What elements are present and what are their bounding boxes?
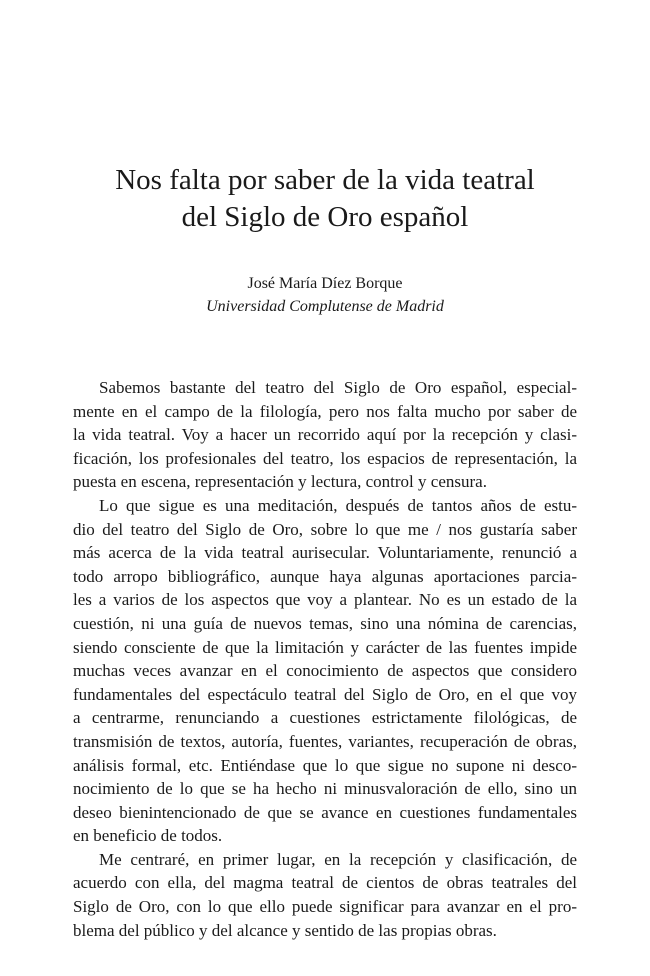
text-line: dio del teatro del Siglo de Oro, sobre lo que me / nos gustaría saber (73, 519, 577, 539)
text-line: Siglo de Oro, con lo que ello puede significar para avanzar en el pro- (73, 897, 577, 917)
paragraph (73, 848, 577, 942)
text-line: blema del público y del alcance y sentido de las propias obras. (73, 920, 497, 940)
title-line: Nos falta por saber de la vida teatral (115, 164, 535, 196)
text-line: mente en el campo de la filología, pero nos falta mucho por saber de (73, 401, 577, 421)
text-line: más acerca de la vida teatral aurisecular. Voluntariamente, renunció a (73, 543, 577, 563)
title-line: del Siglo de Oro español (181, 201, 469, 233)
text-line: transmisión de textos, autoría, fuentes, variantes, recuperación de obras, (73, 731, 577, 751)
author-block (0, 272, 650, 318)
text-line: cuestión, ni una guía de nuevos temas, sino una nómina de carencias, (73, 613, 577, 633)
text-line: puesta en escena, representación y lectura, control y censura. (73, 472, 487, 492)
text-line: Sabemos bastante del teatro del Siglo de Oro español, especial- (99, 378, 577, 397)
paper-title (0, 162, 650, 236)
paragraph (73, 494, 577, 848)
text-line: Me centraré, en primer lugar, en la recepción y clasificación, de (99, 849, 577, 869)
text-line: les a varios de los aspectos que voy a plantear. No es un estado de la (73, 590, 577, 610)
paragraph (73, 376, 577, 494)
author-affiliation: Universidad Complutense de Madrid (206, 298, 444, 315)
text-line: deseo bienintencionado de que se avance en cuestiones fundamentales (73, 802, 577, 822)
text-line: Lo que sigue es una meditación, después de tantos años de estu- (99, 495, 577, 515)
text-line: nocimiento de lo que se ha hecho ni minusvaloración de ello, sino un (73, 779, 577, 799)
text-line: análisis formal, etc. Entiéndase que lo que sigue no supone ni desco- (73, 755, 577, 775)
author-name: José María Díez Borque (247, 275, 403, 292)
text-line: fundamentales del espectáculo teatral del Siglo de Oro, en el que voy (73, 684, 577, 704)
body-text (73, 376, 577, 942)
text-line: en beneficio de todos. (73, 826, 223, 846)
text-line: todo arropo bibliográfico, aunque haya algunas aportaciones parcia- (73, 566, 577, 586)
text-line: muchas veces avanzar en el conocimiento de aspectos que considero (73, 661, 577, 681)
text-line: a centrarme, renunciando a cuestiones estrictamente filológicas, de (73, 708, 577, 728)
text-line: acuerdo con ella, del magma teatral de cientos de obras teatrales del (73, 873, 577, 893)
text-line: la vida teatral. Voy a hacer un recorrido aquí por la recepción y clasi- (73, 425, 577, 445)
text-line: ficación, los profesionales del teatro, los espacios de representación, la (73, 448, 577, 468)
text-line: siendo consciente de que la limitación y carácter de las fuentes impide (73, 637, 577, 657)
